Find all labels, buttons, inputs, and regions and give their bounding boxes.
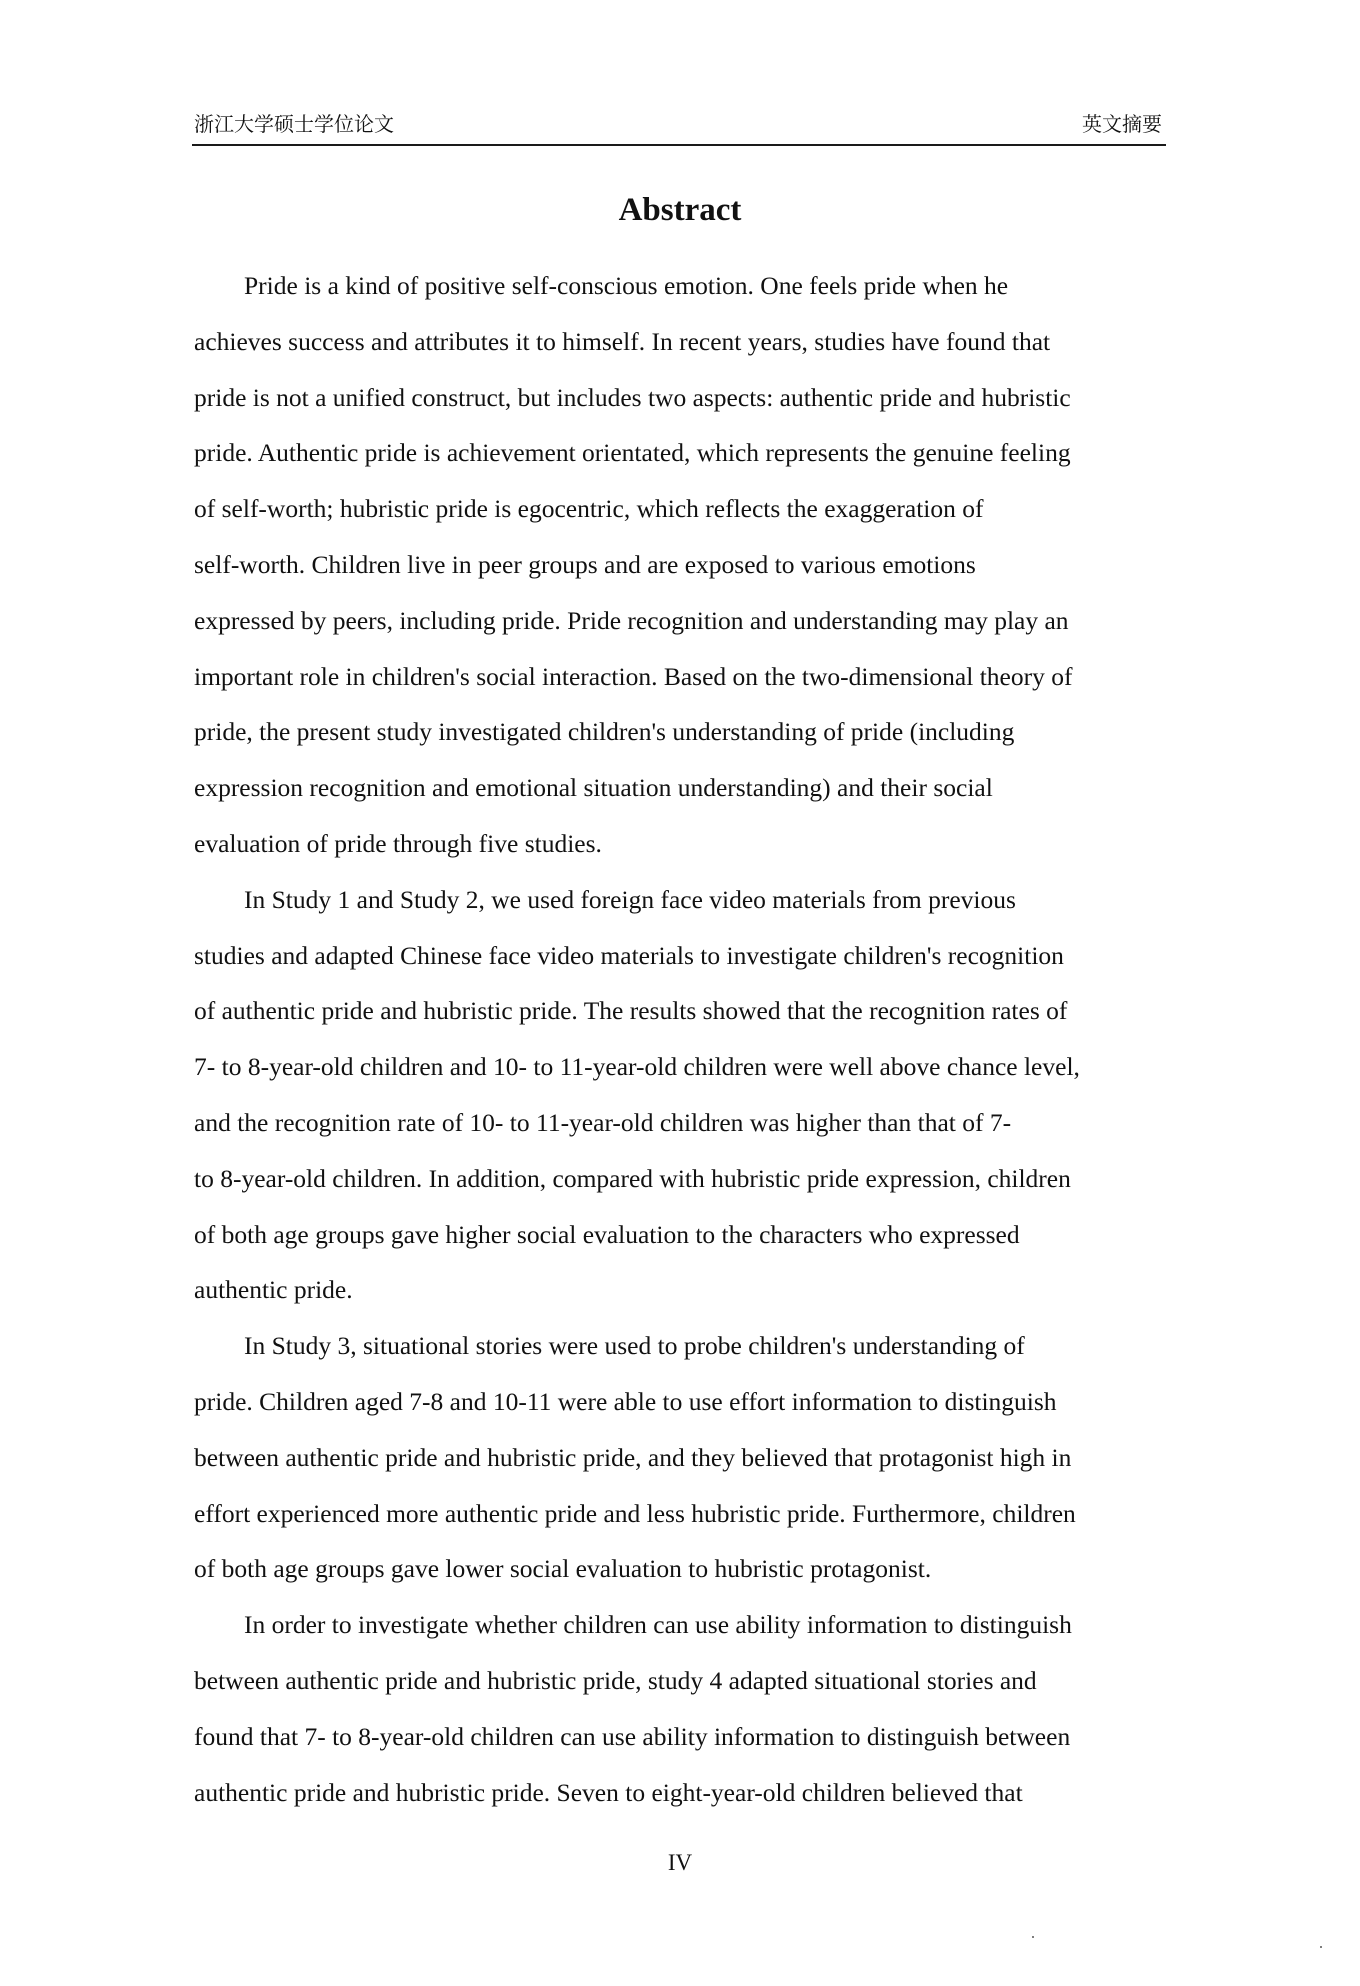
header-thesis-label: 浙江大学硕士学位论文 xyxy=(194,112,394,136)
paragraph-line: authentic pride. xyxy=(194,1275,353,1305)
paragraph-line: pride. Children aged 7-8 and 10-11 were able to use effort information to distinguish xyxy=(194,1386,1057,1416)
abstract-title: Abstract xyxy=(618,192,742,228)
paragraph-line: In Study 3, situational stories were used to probe children's understanding of xyxy=(244,1331,1025,1361)
paragraph-line: expression recognition and emotional situation understanding) and their social xyxy=(194,773,993,803)
abstract-paragraph xyxy=(194,258,1172,872)
paragraph-line: studies and adapted Chinese face video materials to investigate children's recognition xyxy=(194,940,1064,970)
paragraph-line: evaluation of pride through five studies. xyxy=(194,828,602,858)
paragraph-line: of self-worth; hubristic pride is egocentric, which reflects the exaggeration of xyxy=(194,494,984,524)
paragraph-line: of both age groups gave lower social evaluation to hubristic protagonist. xyxy=(194,1554,932,1584)
paragraph-line: pride is not a unified construct, but includes two aspects: authentic pride and hubristic xyxy=(194,382,1071,412)
header-section-label: 英文摘要 xyxy=(1082,112,1162,136)
abstract-paragraph xyxy=(194,1318,1172,1597)
paragraph-line: In Study 1 and Study 2, we used foreign face video materials from previous xyxy=(244,884,1016,914)
abstract-body xyxy=(194,258,1172,1820)
paragraph-line: to 8-year-old children. In addition, compared with hubristic pride expression, children xyxy=(194,1163,1071,1193)
paragraph-line: expressed by peers, including pride. Pride recognition and understanding may play an xyxy=(194,605,1069,635)
paragraph-line: Pride is a kind of positive self-conscious emotion. One feels pride when he xyxy=(244,271,1009,300)
page-number: IV xyxy=(667,1850,693,1875)
paragraph-line: achieves success and attributes it to himself. In recent years, studies have found that xyxy=(194,326,1051,356)
page-header xyxy=(192,104,1166,146)
paragraph-line: found that 7- to 8-year-old children can use ability information to distinguish between xyxy=(194,1721,1071,1751)
paragraph-line: 7- to 8-year-old children and 10- to 11-year-old children were well above chance level, xyxy=(194,1052,1080,1082)
scan-speck xyxy=(1320,1946,1322,1948)
paragraph-line: self-worth. Children live in peer groups and are exposed to various emotions xyxy=(194,549,976,579)
paragraph-line: In order to investigate whether children can use ability information to distinguish xyxy=(244,1610,1072,1640)
paragraph-line: effort experienced more authentic pride and less hubristic pride. Furthermore, children xyxy=(194,1498,1076,1528)
abstract-paragraph xyxy=(194,872,1172,1318)
paragraph-line: pride. Authentic pride is achievement orientated, which represents the genuine feeling xyxy=(194,438,1071,468)
paragraph-line: between authentic pride and hubristic pride, and they believed that protagonist high in xyxy=(194,1442,1072,1472)
paragraph-line: of authentic pride and hubristic pride. The results showed that the recognition rates of xyxy=(194,996,1068,1026)
scan-speck xyxy=(1032,1936,1034,1938)
abstract-paragraph xyxy=(194,1597,1172,1820)
paragraph-line: of both age groups gave higher social evaluation to the characters who expressed xyxy=(194,1219,1020,1249)
paragraph-line: pride, the present study investigated children's understanding of pride (including xyxy=(194,717,1015,747)
paragraph-line: and the recognition rate of 10- to 11-year-old children was higher than that of 7- xyxy=(194,1107,1012,1137)
paragraph-line: authentic pride and hubristic pride. Seven to eight-year-old children believed that xyxy=(194,1777,1023,1807)
paragraph-line: important role in children's social interaction. Based on the two-dimensional theory of xyxy=(194,661,1073,691)
paragraph-line: between authentic pride and hubristic pride, study 4 adapted situational stories and xyxy=(194,1665,1037,1695)
